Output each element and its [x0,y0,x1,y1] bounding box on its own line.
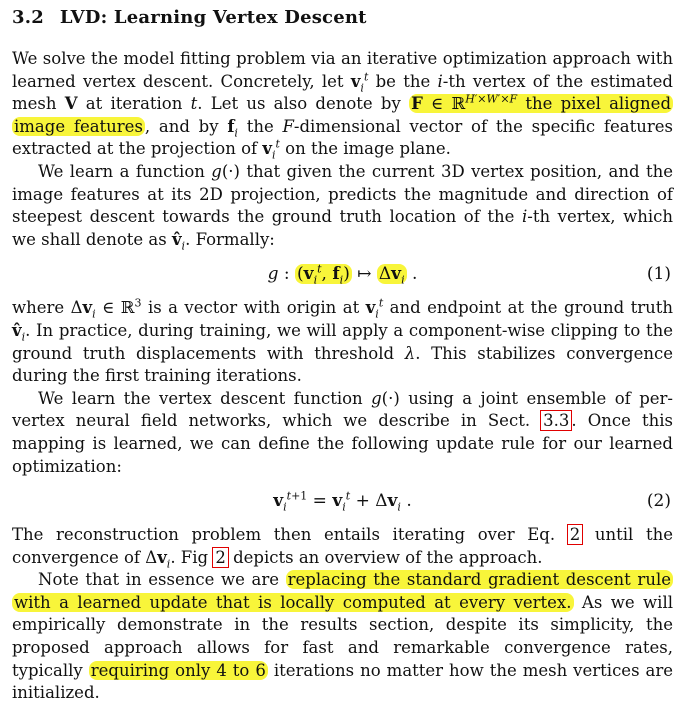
text-run: using a joint ensemble of per-vertex neural field networks, which we describe in Sect. [12,388,673,431]
equation-2-number: (2) [646,491,671,512]
section-number: 3.2 [12,7,44,28]
highlight-features: F ∈ ℝ$^{H'\times W'\times F}$ the pixel aligned image features [14,92,672,136]
text-run: is a vector with origin at [141,298,366,318]
text-run: . Once this mapping is learned, we can define the following update rule for our learned optimization: [12,411,673,476]
text-run: that given the current 3D vertex position, and the image features at its 2D projection, predicts the magnitude and direction of steepest descent towards the ground truth location of the [12,161,673,227]
text-run: As we will empirically demonstrate in the results section, despite its simplicity, the proposed approach allows for fast and remarkable convergence rates, typically [12,592,673,680]
paragraph-note [12,569,673,705]
paragraph-descent-function: We learn a function g(·) that given the current 3D vertex position, and the image features at its 2D projection, predicts the magnitude and direction of steepest descent towards the ground truth location of the i-th vertex, which we shall denote as $v̂_i$. Formally: [12,161,673,253]
equation-2-body: $v_i^{t+1} = v_i^t + \Delta v_i$ . [273,489,412,514]
section-heading [12,6,673,30]
equation-1-number: (1) [646,264,671,285]
text-run: and endpoint at the ground truth [383,298,674,318]
paragraph-update-rule: We learn the vertex descent function g(·) using a joint ensemble of per-vertex neural field networks, which we describe in Sect. 3.3 . Once this mapping is learned, we can define the following update rule for our learned optimization: [12,388,673,476]
text-run: . This stabilizes convergence during the first training iterations. [12,343,673,386]
paragraph-model-fitting: We solve the model fitting problem via an iterative optimization approach with learned vertex descent. Concretely, let $v_i^t$ be the i-th vertex of the estimated mesh V at iteration t. Let us also denote by F ∈ ℝ$^{H'\times W'\times F}$ the pixel aligned image features , and by $f_i$ the F-dimensional vector of the specific features extracted at the projection of $v_i^t$ on the image plane. [12,49,673,162]
text-run: -th vertex, which we shall denote as [12,207,673,249]
text-run: at iteration [77,94,191,114]
section-title: LVD: Learning Vertex Descent [59,7,367,28]
text-run: Note that in essence we are [38,570,286,590]
paragraph-displacement: where $\Delta v_i$ ∈ ℝ$^3$ is a vector with origin at $v_i^t$ and endpoint at the ground truth $v̂_i$. In practice, during training, we will apply a component-wise clipping to the ground truth displacements with threshold λ. This stabilizes convergence during the first training iterations. [12,296,674,386]
text-run: , and by [144,116,228,136]
highlight-text: the pixel aligned image features [14,94,672,136]
text-run: the [237,116,283,136]
text-run: . Fig [170,547,214,567]
text-run: where [12,298,71,318]
text-run: until the convergence of [12,525,673,567]
equation-reference-link[interactable]: 2 [569,525,581,545]
text-run: -dimensional vector of the specific features extracted at the projection of [12,116,673,159]
paragraph-reconstruction: The reconstruction problem then entails iterating over Eq. 2 until the convergence of $\Delta v_i$. Fig 2 depicts an overview of the approach. [12,525,673,570]
text-run: on the image plane. [279,139,451,159]
equation-2 [12,478,673,524]
text-run: -th vertex of the estimated mesh [12,71,673,114]
text-run: depicts an overview of the approach. [227,547,543,567]
text-run: iterations no matter how the mesh vertices are initialized. [12,660,674,703]
text-run: . In practice, during training, we will apply a component-wise clipping to the ground truth displacements with threshold [12,320,673,363]
section-reference-link[interactable]: 3.3 [543,411,570,431]
highlight-iterations: requiring only 4 to 6 [90,660,266,680]
text-run: We learn a function [38,161,212,181]
text-run: . Formally: [185,229,275,249]
equation-1 [12,251,673,297]
text-run: We learn the vertex descent function [38,388,372,408]
highlight-learned-update: replacing the standard gradient descent rule with a learned update that is locally computed at every vertex. [14,570,671,612]
equation-1-body: g : ($v_i^t$, $f_i$) ↦ $\Delta v_i$ . [267,262,418,287]
text-run: We solve the model fitting problem via an iterative optimization approach with learned vertex descent. Concretely, let [12,49,673,91]
text-run: . Let us also denote by [197,94,410,114]
text-run: be the [368,71,438,91]
figure-reference-link[interactable]: 2 [215,547,226,567]
text-run: The reconstruction problem then entails iterating over Eq. [12,525,568,545]
